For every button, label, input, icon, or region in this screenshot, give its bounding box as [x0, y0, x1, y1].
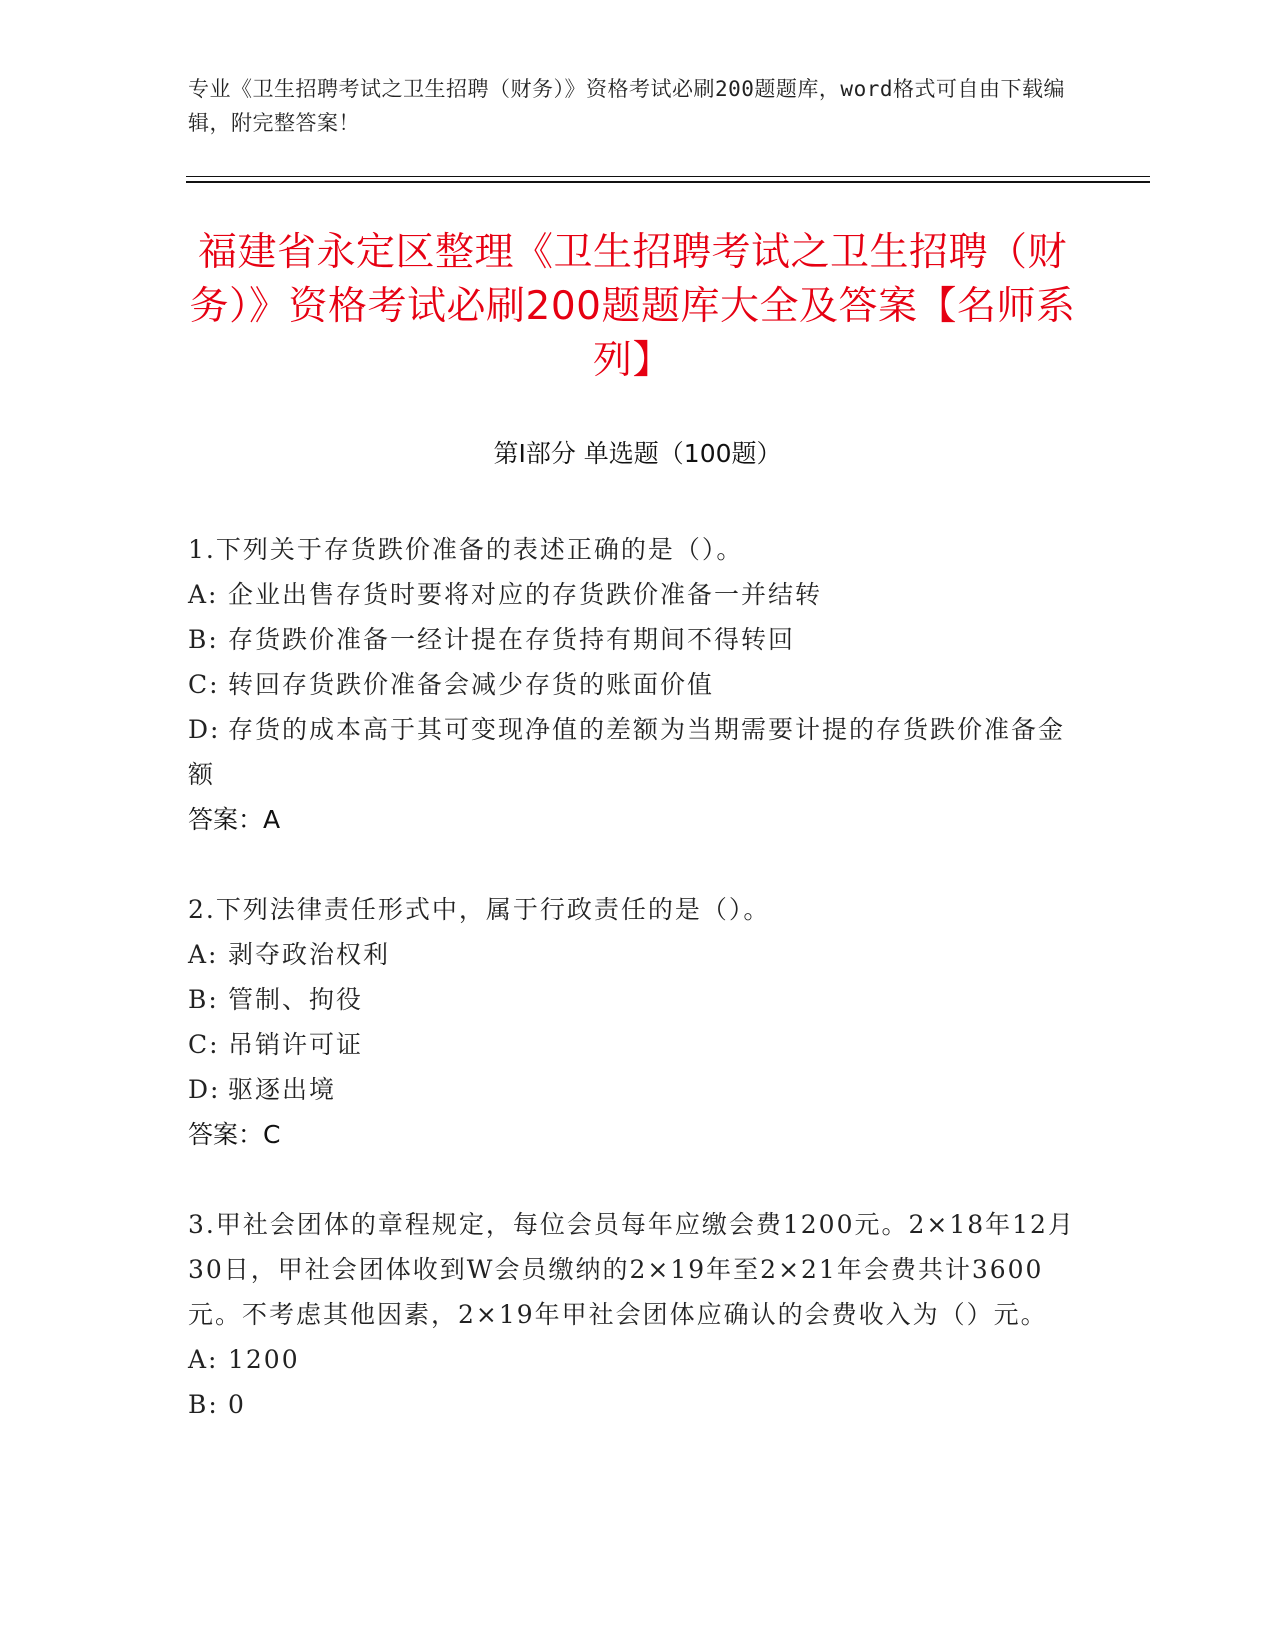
option-key: B:	[188, 625, 219, 654]
answer-line: 答案：C	[188, 1120, 281, 1149]
option-text: 驱逐出境	[228, 1075, 337, 1104]
option-key: A:	[188, 940, 219, 969]
option-key: A:	[188, 1345, 219, 1374]
question-2	[188, 887, 1078, 1157]
option-key: B:	[188, 985, 219, 1014]
option-key: D:	[188, 1075, 221, 1104]
option-text: 存货的成本高于其可变现净值的差额为当期需要计提的存货跌价准备金额	[188, 715, 1066, 789]
option-d	[188, 1067, 1078, 1112]
header-note: 专业《卫生招聘考试之卫生招聘（财务）》资格考试必刷200题题库，word格式可自由下载编辑，附完整答案！	[188, 77, 1065, 135]
option-b	[188, 617, 1078, 662]
question-1	[188, 527, 1078, 842]
option-text: 吊销许可证	[228, 1030, 364, 1059]
option-key: D:	[188, 715, 221, 744]
option-key: A:	[188, 580, 219, 609]
option-key: C:	[188, 1030, 220, 1059]
header-divider-thin	[186, 176, 1150, 177]
option-text: 剥夺政治权利	[228, 940, 391, 969]
question-stem: 3.甲社会团体的章程规定，每位会员每年应缴会费1200元。2×18年12月30日，甲社会团体收到W会员缴纳的2×19年至2×21年会费共计3600元。不考虑其他因素，2×19年甲社会团体应确认的会费收入为（）元。	[188, 1210, 1075, 1329]
option-d	[188, 707, 1078, 797]
question-3	[188, 1202, 1078, 1427]
option-text: 1200	[228, 1345, 300, 1374]
option-c	[188, 1022, 1078, 1067]
document-title: 福建省永定区整理《卫生招聘考试之卫生招聘（财务）》资格考试必刷200题题库大全及答案【名师系列】	[189, 230, 1076, 383]
option-b	[188, 977, 1078, 1022]
option-c	[188, 662, 1078, 707]
option-a	[188, 932, 1078, 977]
question-stem: 1.下列关于存货跌价准备的表述正确的是（）。	[188, 535, 744, 564]
option-key: C:	[188, 670, 220, 699]
section-heading: 第Ⅰ部分 单选题（100题）	[493, 439, 782, 468]
answer-line: 答案：A	[188, 805, 281, 834]
option-text: 企业出售存货时要将对应的存货跌价准备一并结转	[228, 580, 823, 609]
option-text: 转回存货跌价准备会减少存货的账面价值	[228, 670, 715, 699]
option-b	[188, 1382, 1078, 1427]
header-divider-thick	[186, 181, 1150, 183]
question-stem: 2.下列法律责任形式中，属于行政责任的是（）。	[188, 895, 771, 924]
option-text: 存货跌价准备一经计提在存货持有期间不得转回	[228, 625, 796, 654]
option-text: 0	[228, 1390, 246, 1419]
option-text: 管制、拘役	[228, 985, 364, 1014]
option-a	[188, 1337, 1078, 1382]
option-a	[188, 572, 1078, 617]
option-key: B:	[188, 1390, 219, 1419]
question-list	[188, 527, 1078, 1427]
